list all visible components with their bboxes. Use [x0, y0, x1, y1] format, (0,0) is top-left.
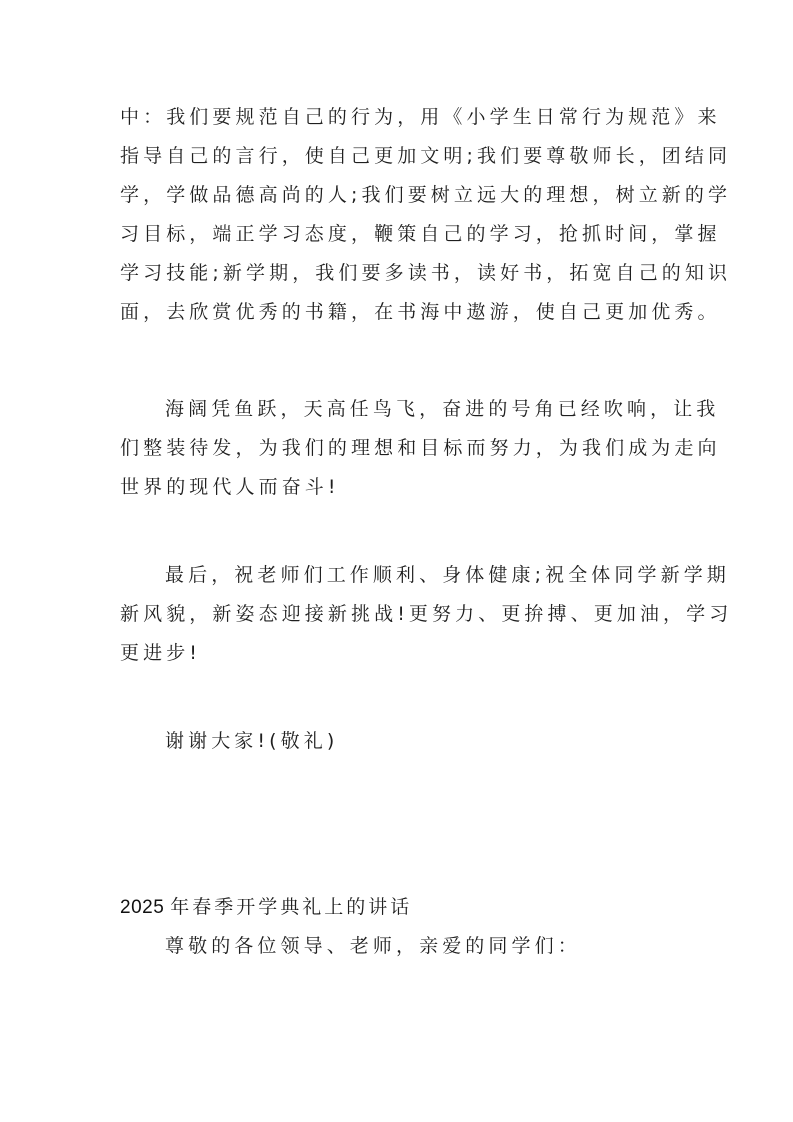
text-line: 最后，祝老师们工作顺利、身体健康;祝全体同学新学期 — [165, 564, 730, 586]
text-line: 面，去欣赏优秀的书籍，在书海中遨游，使自己更加优秀。 — [120, 301, 721, 323]
text-line: 学习技能;新学期，我们要多读书，读好书，拓宽自己的知识 — [120, 262, 732, 284]
text-line: 指导自己的言行，使自己更加文明;我们要尊敬师长，团结同 — [120, 145, 732, 167]
text-line: 海阔凭鱼跃，天高任鸟飞，奋进的号角已经吹响，让我 — [165, 398, 720, 420]
text-line: 习目标，端正学习态度，鞭策自己的学习，抢抓时间，掌握 — [120, 223, 721, 245]
salutation-line: 尊敬的各位领导、老师，亲爱的同学们： — [165, 935, 581, 957]
text-line: 世界的现代人而奋斗! — [120, 476, 340, 498]
text-line: 更进步! — [120, 642, 202, 664]
speech-title — [120, 895, 412, 920]
title-year: 2025 — [120, 897, 165, 918]
text-line: 们整装待发，为我们的理想和目标而努力，为我们成为走向 — [120, 437, 721, 459]
text-line: 学，学做品德高尚的人;我们要树立远大的理想，树立新的学 — [120, 184, 732, 206]
closing-line: 谢谢大家!(敬礼) — [165, 730, 339, 752]
title-text: 年春季开学典礼上的讲话 — [170, 896, 413, 918]
text-line: 中：我们要规范自己的行为，用《小学生日常行为规范》来 — [120, 106, 721, 128]
text-line: 新风貌，新姿态迎接新挑战!更努力、更拚搏、更加油，学习 — [120, 603, 733, 625]
